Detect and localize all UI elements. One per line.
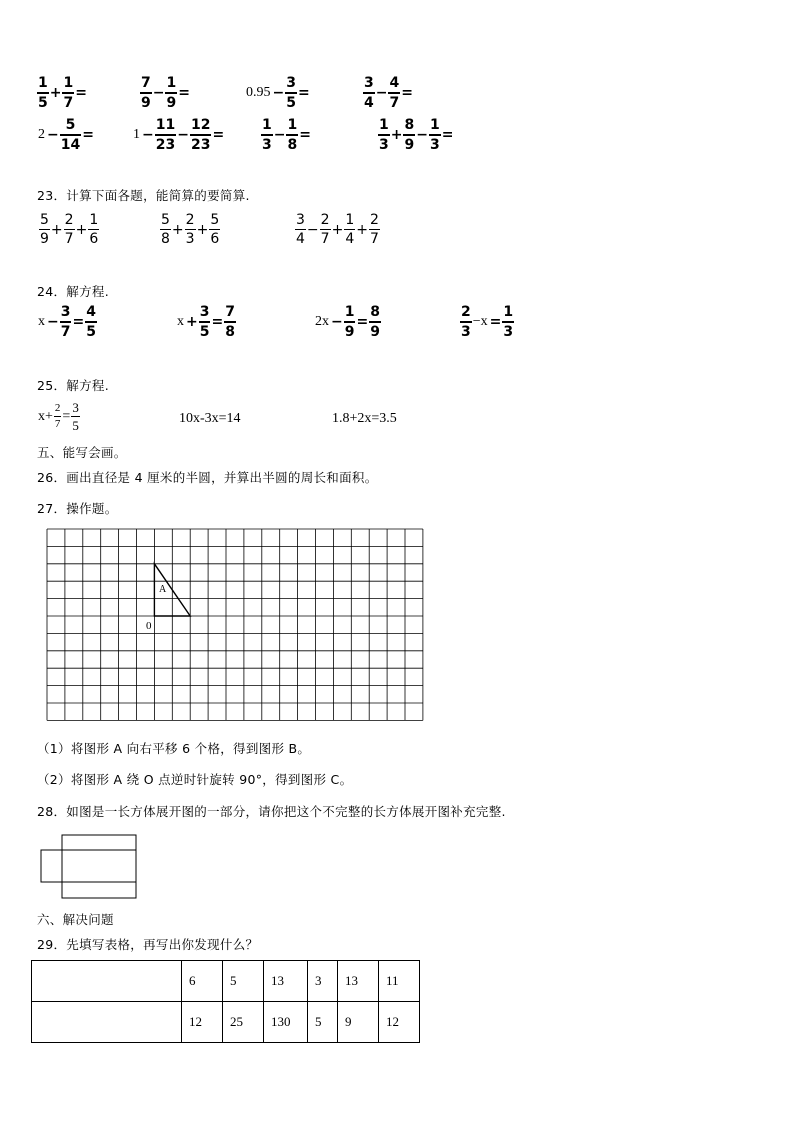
table-cell: 130 (264, 1002, 308, 1043)
table-cell: 12 (379, 1002, 420, 1043)
table-cell: 3 (308, 961, 338, 1002)
q29-title: 29．先填写表格，再写出你发现什么？ (37, 937, 259, 952)
q25-eq-2: 10x-3x=14 (179, 411, 241, 426)
table-cell: 11 (379, 961, 420, 1002)
table-row (32, 1002, 420, 1043)
section-6-heading: 六、解决问题 (37, 912, 114, 927)
q27-grid (46, 528, 424, 722)
calc-1-1: $\frac{1}{5}$ + $\frac{1}{7}$ = (38, 75, 87, 111)
shape-a-label: A (159, 584, 167, 595)
q23-expr-2: $\frac{5}{8}$ + $\frac{2}{3}$ + $\frac{5}{6}$ (161, 212, 220, 247)
q24-eq-1: x − $\frac{3}{7}$ = $\frac{4}{5}$ (38, 304, 96, 340)
q28-text: 28．如图是一长方体展开图的一部分，请你把这个不完整的长方体展开图补充完整. (37, 804, 506, 819)
q27-title: 27．操作题。 (37, 501, 118, 516)
table-cell: 12 (182, 1002, 223, 1043)
table-row (32, 961, 420, 1002)
q24-eq-2: x + $\frac{3}{5}$ = $\frac{7}{8}$ (177, 304, 235, 340)
q25-eq-3: 1.8+2x=3.5 (332, 411, 397, 426)
calc-1-3: 0.95 − $\frac{3}{5}$ = (246, 75, 310, 111)
q26-text: 26．画出直径是 4 厘米的半圆，并算出半圆的周长和面积。 (37, 470, 378, 485)
table-cell: 13 (338, 961, 379, 1002)
calc-2-3: $\frac{1}{3}$ − $\frac{1}{8}$ = (262, 117, 311, 153)
q23-expr-1: $\frac{5}{9}$ + $\frac{2}{7}$ + $\frac{1}{6}$ (40, 212, 99, 247)
table-cell: 25 (223, 1002, 264, 1043)
point-o-label: 0 (146, 620, 152, 632)
q25-title: 25．解方程. (37, 378, 109, 393)
q23-expr-3: $\frac{3}{4}$ − $\frac{2}{7}$ + $\frac{1}{4}$ + $\frac{2}{7}$ (296, 212, 379, 247)
table-cell (32, 1002, 182, 1043)
table-cell: 5 (223, 961, 264, 1002)
section-5-heading: 五、能写会画。 (37, 445, 127, 460)
q29-table (31, 960, 420, 1043)
table-cell: 6 (182, 961, 223, 1002)
q23-title: 23．计算下面各题，能简算的要简算. (37, 188, 250, 203)
calc-2-4: $\frac{1}{3}$ + $\frac{8}{9}$ − $\frac{1}{3}$ = (379, 117, 454, 153)
calc-2-1: 2 − $\frac{5}{14}$ = (38, 117, 94, 153)
table-cell: 9 (338, 1002, 379, 1043)
table-cell: 5 (308, 1002, 338, 1043)
q28-cuboid-net (40, 834, 140, 900)
q24-title: 24．解方程. (37, 284, 109, 299)
calc-1-4: $\frac{3}{4}$ − $\frac{4}{7}$ = (364, 75, 413, 111)
table-cell (32, 961, 182, 1002)
q24-eq-3: 2x − $\frac{1}{9}$ = $\frac{8}{9}$ (315, 304, 380, 340)
q27-sub2: （2）将图形 A 绕 O 点逆时针旋转 90°，得到图形 C。 (37, 772, 353, 787)
calc-2-2: 1 − $\frac{11}{23}$ − $\frac{12}{23}$ = (133, 117, 225, 153)
q25-eq-1: x+ $\frac{2}{7}$ = $\frac{3}{5}$ (38, 400, 79, 433)
q24-eq-4: $\frac{2}{3}$ −x = $\frac{1}{3}$ (461, 304, 514, 340)
q27-sub1: （1）将图形 A 向右平移 6 个格，得到图形 B。 (37, 741, 311, 756)
table-cell: 13 (264, 961, 308, 1002)
calc-1-2: $\frac{7}{9}$ − $\frac{1}{9}$ = (141, 75, 190, 111)
